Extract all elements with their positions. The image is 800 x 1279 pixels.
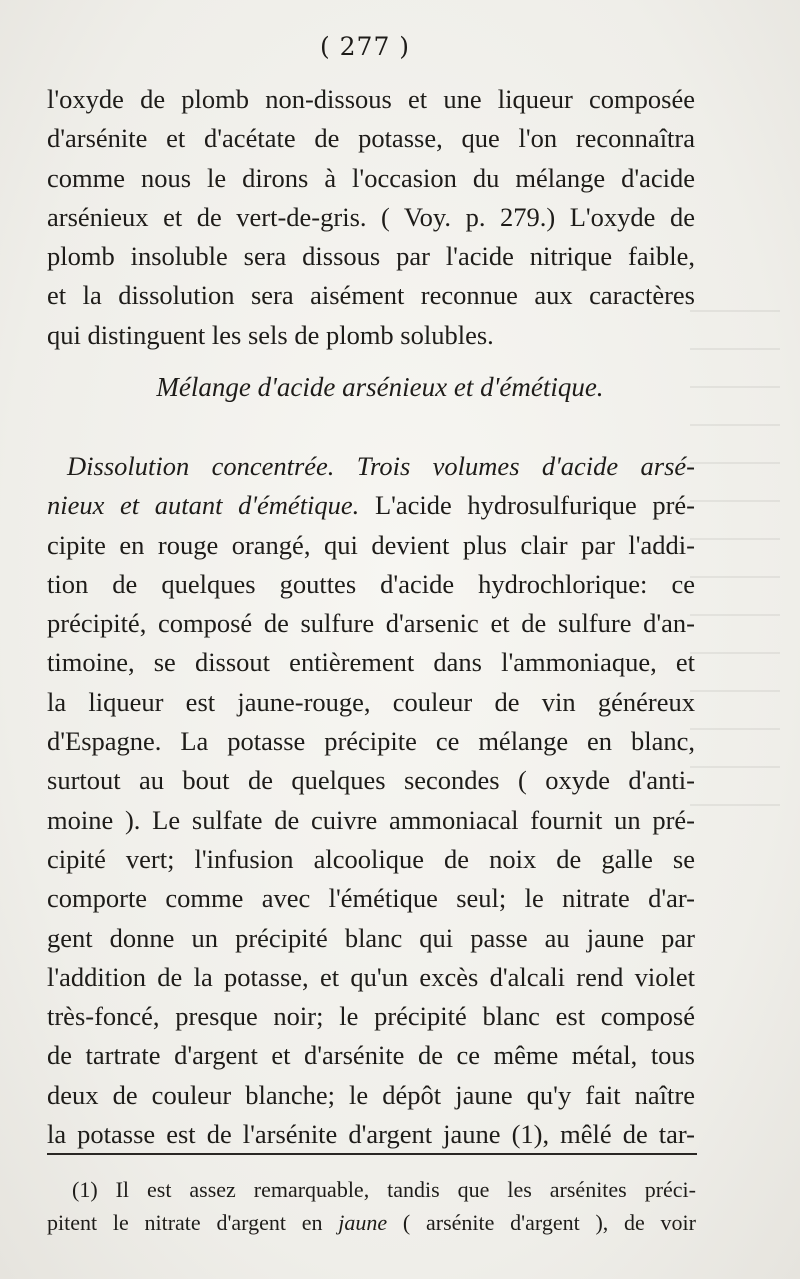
- footnote-rule: [47, 1153, 697, 1155]
- italic-lead: nieux et autant d'émétique.: [47, 490, 360, 521]
- paragraph-2: [47, 447, 695, 1154]
- text-line: très-foncé, presque noir; le précipité blanc est composé: [47, 1001, 695, 1032]
- text-line: tion de quelques gouttes d'acide hydrochlorique: ce: [47, 568, 695, 599]
- italic-run: jaune: [338, 1210, 388, 1235]
- text-run: ( arsénite d'argent ), de voir: [387, 1210, 696, 1235]
- text-run: pitent le nitrate d'argent en: [47, 1210, 339, 1235]
- text-run: L'acide hydrosulfurique pré-: [359, 490, 695, 521]
- text-line: d'Espagne. La potasse précipite ce mélange en blanc,: [47, 726, 695, 757]
- text-line: précipité, composé de sulfure d'arsenic et de sulfure d'an-: [47, 608, 695, 639]
- text-line: d'arsénite et d'acétate de potasse, que l'on reconnaîtra: [47, 123, 695, 154]
- page-number: ( 277 ): [319, 32, 411, 61]
- footnote: [72, 1173, 696, 1206]
- text-line: et la dissolution sera aisément reconnue aux caractères: [47, 280, 695, 311]
- paragraph-1: [47, 80, 695, 355]
- italic-lead: Dissolution concentrée. Trois volumes d'acide arsé-: [67, 451, 695, 481]
- text-line: timoine, se dissout entièrement dans l'ammoniaque, et: [47, 647, 695, 678]
- text-line: plomb insoluble sera dissous par l'acide nitrique faible,: [47, 241, 695, 272]
- text-line: gent donne un précipité blanc qui passe au jaune par: [47, 922, 695, 953]
- text-line: de tartrate d'argent et d'arsénite de ce même métal, tous: [47, 1040, 695, 1071]
- text-line: deux de couleur blanche; le dépôt jaune qu'y fait naître: [47, 1079, 695, 1110]
- text-line: comme nous le dirons à l'occasion du mélange d'acide: [47, 162, 695, 193]
- text-line: qui distinguent les sels de plomb solubles.: [47, 319, 494, 350]
- footnote-line: [47, 1206, 696, 1239]
- section-heading: Mélange d'acide arsénieux et d'émétique.: [156, 372, 604, 402]
- footnote-line: (1) Il est assez remarquable, tandis que les arsénites préci-: [72, 1177, 696, 1202]
- text-line: la potasse est de l'arsénite d'argent jaune (1), mêlé de tar-: [47, 1119, 695, 1150]
- text-line: arsénieux et de vert-de-gris. ( Voy. p. 279.) L'oxyde de: [47, 201, 695, 232]
- text-line: comporte comme avec l'émétique seul; le nitrate d'ar-: [47, 883, 695, 914]
- text-line: la liqueur est jaune-rouge, couleur de vin généreux: [47, 686, 695, 717]
- text-line: [47, 486, 695, 525]
- text-line: cipité vert; l'infusion alcoolique de noix de galle se: [47, 843, 695, 874]
- text-line: l'addition de la potasse, et qu'un excès d'alcali rend violet: [47, 961, 695, 992]
- text-line: moine ). Le sulfate de cuivre ammoniacal fournit un pré-: [47, 804, 695, 835]
- text-line: cipite en rouge orangé, qui devient plus clair par l'addi-: [47, 529, 695, 560]
- footnote-continued: [47, 1206, 696, 1239]
- text-line: [47, 447, 695, 486]
- text-line: surtout au bout de quelques secondes ( oxyde d'anti-: [47, 765, 695, 796]
- text-line: l'oxyde de plomb non-dissous et une liqueur composée: [47, 84, 695, 114]
